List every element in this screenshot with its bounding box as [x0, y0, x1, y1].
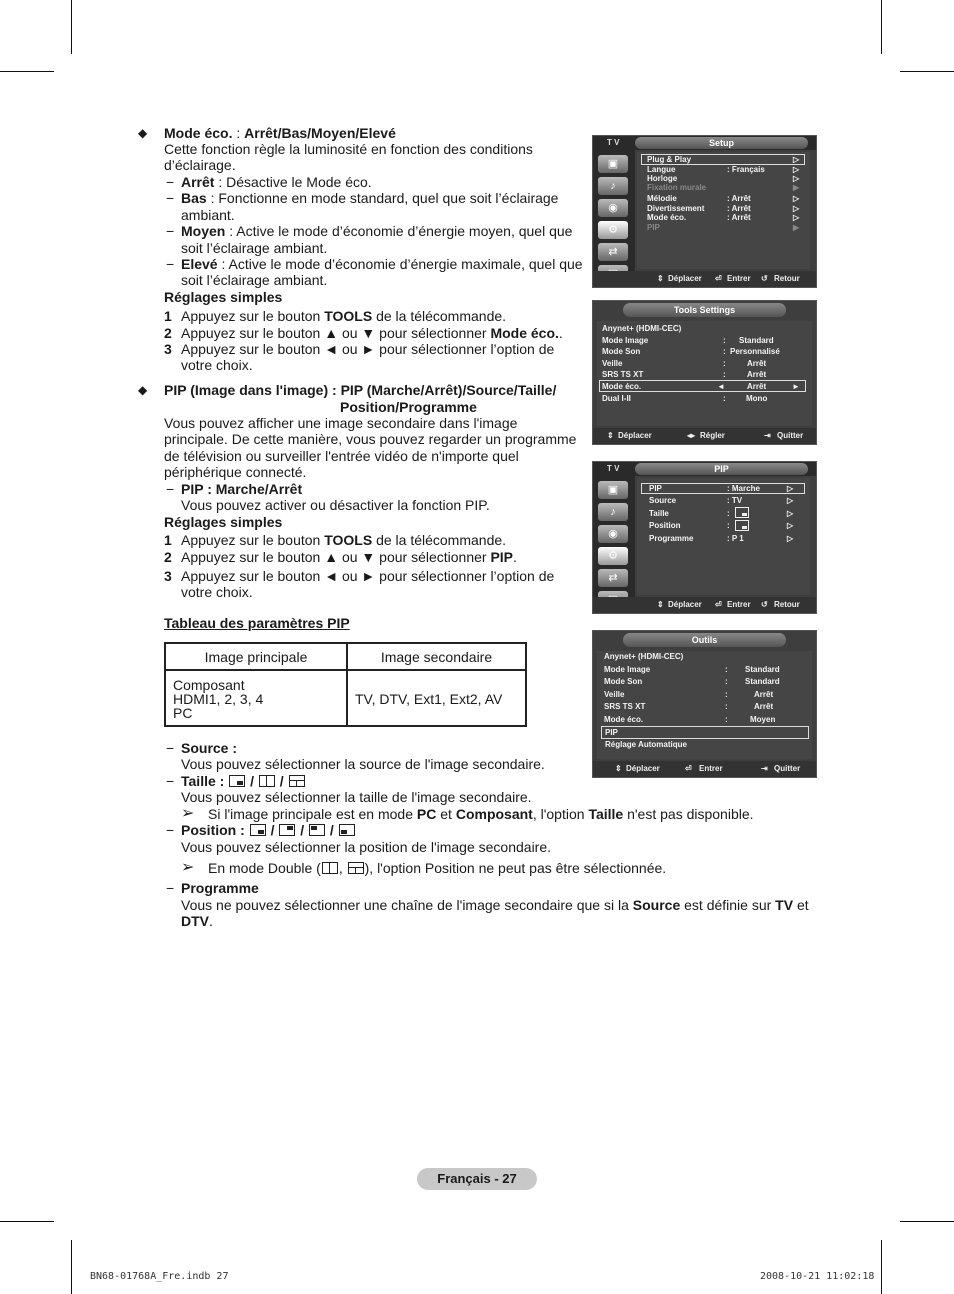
size-small-icon	[229, 775, 245, 787]
osd-row-label[interactable]: Mode éco.	[604, 715, 644, 724]
osd-row-value: : Marche	[727, 484, 760, 493]
step-3-cont: votre choix.	[181, 584, 253, 600]
picture-icon: ▣	[598, 155, 628, 173]
osd-row-value: : Arrêt	[727, 204, 751, 213]
osd-row-value: Arrêt	[747, 359, 767, 368]
osd-row-label[interactable]: Mélodie	[647, 194, 677, 203]
osd-row-value: : TV	[727, 496, 743, 505]
osd-row-value: Arrêt	[747, 370, 767, 379]
osd-row-label[interactable]: Anynet+ (HDMI-CEC)	[604, 652, 684, 661]
osd-row-label[interactable]: Mode Image	[604, 665, 651, 674]
input-icon: ⇄	[598, 569, 628, 587]
step-3: Appuyez sur le bouton ◄ ou ► pour sélectionner l’option de	[181, 568, 555, 584]
chevron-right-icon: ▷	[787, 496, 794, 505]
footer-move: Déplacer	[626, 764, 660, 773]
osd-row-value: Standard	[739, 336, 774, 345]
table-title: Tableau des paramètres PIP	[164, 615, 350, 631]
mode-eco-heading: Mode éco. : Arrêt/Bas/Moyen/Elevé	[164, 125, 396, 141]
enter-icon: ⏎	[715, 600, 722, 609]
osd-title: Setup	[635, 137, 808, 149]
osd-row-value: :	[723, 370, 726, 379]
taille-note: Si l'image principale est en mode PC et Composant, l'option Taille n'est pas disponible.	[208, 806, 754, 822]
mode-eco-title: Mode éco.	[164, 125, 233, 141]
source-title: Source :	[181, 740, 238, 756]
footer-move: Déplacer	[668, 600, 702, 609]
size-double-icon	[322, 862, 338, 874]
osd-main	[637, 152, 810, 269]
osd-row-label[interactable]: Veille	[602, 359, 623, 368]
chevron-right-icon: ▷	[787, 484, 794, 493]
table-cell: PC	[173, 705, 193, 721]
step-2: Appuyez sur le bouton ▲ ou ▼ pour sélectionner PIP.	[181, 549, 517, 565]
osd-tools-screen	[592, 300, 817, 445]
step-1: Appuyez sur le bouton TOOLS de la télécommande.	[181, 532, 507, 548]
channel-icon: ◉	[598, 199, 628, 217]
sound-icon: ♪	[598, 503, 628, 521]
position-bottom-left-icon	[339, 824, 355, 836]
step-1: Appuyez sur le bouton TOOLS de la télécommande.	[181, 308, 507, 324]
footer-quit: Quitter	[777, 431, 804, 440]
triangle-left-icon: ◄	[717, 382, 725, 391]
note-arrow-icon: ➢	[181, 805, 195, 822]
chevron-right-icon: ▷	[793, 174, 800, 183]
osd-row-label[interactable]: Mode éco.	[647, 213, 687, 222]
taille-title: Taille : / /	[181, 773, 306, 790]
position-top-left-icon	[309, 824, 325, 836]
exit-icon: ⇥	[761, 764, 768, 773]
osd-row-value: :	[727, 521, 730, 530]
return-icon: ↺	[761, 600, 768, 609]
eleve-item: Elevé : Active le mode d’économie d’énergie maximale, quel que	[181, 256, 583, 272]
osd-row-value: :	[725, 690, 728, 699]
chevron-right-icon: ▷	[793, 194, 800, 203]
chevron-right-icon: ▷	[793, 213, 800, 222]
footer-enter: Entrer	[727, 600, 751, 609]
osd-outils-screen	[592, 630, 817, 778]
osd-sidebar	[593, 150, 635, 271]
chevron-right-icon: ▶	[793, 223, 800, 232]
osd-row-label[interactable]: Taille	[649, 509, 669, 518]
move-icon: ⇕	[607, 431, 614, 440]
osd-row-value: :	[725, 665, 728, 674]
chevron-right-icon: ▷	[787, 509, 794, 518]
osd-highlight	[601, 726, 809, 739]
osd-row-value: : P 1	[727, 534, 744, 543]
osd-title: Outils	[623, 633, 786, 647]
size-double-wide-icon	[289, 775, 305, 787]
table-cell: TV, DTV, Ext1, Ext2, AV	[355, 691, 503, 707]
chevron-right-icon: ▶	[793, 183, 800, 192]
osd-row-label[interactable]: PIP	[605, 728, 618, 737]
osd-setup-screen	[592, 135, 817, 288]
pip-desc: périphérique connecté.	[164, 464, 307, 480]
pip-table	[164, 642, 527, 727]
chevron-right-icon: ▷	[787, 521, 794, 530]
osd-row-label[interactable]: Dual I-II	[602, 394, 631, 403]
table-cell: Composant	[173, 677, 245, 693]
osd-row-value: : Arrêt	[727, 194, 751, 203]
osd-row-label[interactable]: Langue	[647, 165, 676, 174]
eleve-item-cont: soit l’éclairage ambiant.	[181, 272, 328, 288]
osd-row-label[interactable]: Mode Image	[602, 336, 649, 345]
osd-row-label[interactable]: Programme	[649, 534, 694, 543]
table-header-sub: Image secondaire	[380, 649, 493, 665]
osd-row-value: :	[723, 336, 726, 345]
step-number: 1	[164, 308, 172, 324]
step-number: 3	[164, 341, 172, 357]
mode-eco-desc: Cette fonction règle la luminosité en fonction des conditions	[164, 141, 533, 157]
dash: −	[166, 223, 175, 239]
osd-row-value: Mono	[746, 394, 768, 403]
chevron-right-icon: ▷	[793, 155, 800, 164]
osd-row-value: :	[723, 347, 726, 356]
osd-footer	[593, 428, 816, 444]
footer-enter: Entrer	[699, 764, 723, 773]
picture-icon: ▣	[598, 481, 628, 499]
arret-item: Arrêt : Désactive le Mode éco.	[181, 174, 372, 190]
enter-icon: ⏎	[715, 274, 722, 283]
moyen-item: Moyen : Active le mode d’économie d’énergie moyen, quel que	[181, 223, 573, 239]
osd-row-value: Moyen	[750, 715, 776, 724]
osd-title: Tools Settings	[623, 303, 786, 317]
moyen-item-cont: soit l’éclairage ambiant.	[181, 240, 328, 256]
position-bottom-right-icon	[735, 520, 749, 531]
bullet-diamond-icon: ◆	[138, 126, 148, 140]
osd-row-label[interactable]: Divertissement	[647, 204, 705, 213]
osd-row-value: Standard	[745, 665, 780, 674]
triangle-right-icon: ►	[792, 382, 800, 391]
osd-row-value: : Arrêt	[727, 213, 751, 222]
osd-row-label[interactable]: Horloge	[647, 174, 678, 183]
footer-file-info: BN68-01768A_Fre.indb 27	[90, 1271, 229, 1282]
osd-row-label[interactable]: Veille	[604, 690, 625, 699]
footer-enter: Entrer	[727, 274, 751, 283]
chevron-right-icon: ▷	[787, 534, 794, 543]
osd-row-label[interactable]: PIP	[649, 484, 662, 493]
chevron-right-icon: ▷	[793, 204, 800, 213]
dash: −	[166, 880, 175, 896]
osd-row-label[interactable]: SRS TS XT	[602, 370, 644, 379]
osd-tv-label: T V	[607, 464, 620, 473]
crop-mark	[900, 1221, 954, 1222]
osd-row-label[interactable]: Mode Son	[602, 347, 641, 356]
osd-main	[637, 478, 810, 595]
dash: −	[166, 190, 175, 206]
move-icon: ⇕	[657, 274, 664, 283]
mode-eco-options: Arrêt/Bas/Moyen/Elevé	[244, 125, 396, 141]
programme-title: Programme	[181, 880, 259, 896]
footer-timestamp: 2008-10-21 11:02:18	[760, 1271, 875, 1282]
position-top-right-icon	[279, 824, 295, 836]
pip-desc: Vous pouvez afficher une image secondaire dans l'image	[164, 415, 518, 431]
osd-footer	[593, 597, 816, 613]
step-2: Appuyez sur le bouton ▲ ou ▼ pour sélectionner Mode éco..	[181, 325, 563, 341]
crop-mark	[881, 1240, 882, 1294]
pip-desc: principale. De cette manière, vous pouvez regarder un programme	[164, 431, 577, 447]
step-number: 2	[164, 325, 172, 341]
enter-icon: ⏎	[685, 764, 692, 773]
pip-onoff-title: PIP : Marche/Arrêt	[181, 481, 303, 497]
source-desc: Vous pouvez sélectionner la source de l'image secondaire.	[181, 756, 545, 772]
osd-row-value: : Français	[727, 165, 765, 174]
pip-onoff-desc: Vous pouvez activer ou désactiver la fonction PIP.	[181, 497, 490, 513]
bullet-diamond-icon: ◆	[138, 383, 148, 397]
osd-main	[597, 321, 812, 426]
pip-desc: de télévision ou surveiller l'entrée vidéo de n'importe quel	[164, 448, 519, 464]
chevron-right-icon: ▷	[793, 165, 800, 174]
input-icon: ⇄	[598, 243, 628, 261]
osd-row-label: PIP	[647, 223, 660, 232]
programme-desc: Vous ne pouvez sélectionner une chaîne de l'image secondaire que si la Source est définie sur TV et	[181, 897, 809, 913]
osd-row-value: :	[723, 359, 726, 368]
osd-pip-screen	[592, 461, 817, 614]
pip-heading: PIP (Image dans l'image) : PIP (Marche/Arrêt)/Source/Taille/	[164, 382, 557, 398]
osd-row-value: :	[725, 677, 728, 686]
table-cell: HDMI1, 2, 3, 4	[173, 691, 264, 707]
return-icon: ↺	[761, 274, 768, 283]
osd-row-value: Arrêt	[754, 702, 774, 711]
crop-mark	[71, 1240, 72, 1294]
footer-adjust: Régler	[700, 431, 725, 440]
osd-row-label[interactable]: Mode Son	[604, 677, 643, 686]
osd-row-value: Arrêt	[754, 690, 774, 699]
osd-row-label[interactable]: Source	[649, 496, 677, 505]
osd-row-value: Standard	[745, 677, 780, 686]
step-3: Appuyez sur le bouton ◄ ou ► pour sélectionner l’option de	[181, 341, 555, 357]
osd-tv-label: T V	[607, 138, 620, 147]
setup-icon: ⚙	[598, 221, 628, 239]
page-number: Français - 27	[417, 1168, 537, 1190]
size-double-wide-icon	[348, 862, 364, 874]
crop-mark	[71, 0, 72, 54]
note-arrow-icon: ➢	[181, 859, 195, 876]
crop-mark	[900, 71, 954, 72]
exit-icon: ⇥	[764, 431, 771, 440]
osd-row-label[interactable]: Plug & Play	[647, 155, 692, 164]
osd-row-label[interactable]: Réglage Automatique	[605, 740, 687, 749]
position-desc: Vous pouvez sélectionner la position de l'image secondaire.	[181, 839, 552, 855]
bas-item-cont: ambiant.	[181, 207, 235, 223]
osd-row-value: :	[725, 715, 728, 724]
position-bottom-right-icon	[250, 824, 266, 836]
crop-mark	[0, 71, 54, 72]
crop-mark	[881, 0, 882, 54]
pip-heading-cont: Position/Programme	[340, 399, 477, 415]
osd-main	[597, 651, 812, 759]
table-header-main: Image principale	[204, 649, 308, 665]
osd-row-label[interactable]: Mode éco.	[602, 382, 642, 391]
dash: −	[166, 822, 175, 838]
osd-row-value: :	[727, 509, 730, 518]
dash: −	[166, 773, 175, 789]
osd-title: PIP	[635, 463, 808, 475]
channel-icon: ◉	[598, 525, 628, 543]
osd-row-value: :	[723, 394, 726, 403]
position-title: Position : / / /	[181, 822, 356, 839]
mode-eco-desc: d’éclairage.	[164, 157, 236, 173]
step-3-cont: votre choix.	[181, 357, 253, 373]
osd-footer	[593, 271, 816, 287]
move-icon: ⇕	[657, 600, 664, 609]
osd-row-label[interactable]: Position	[649, 521, 681, 530]
bas-item: Bas : Fonctionne en mode standard, quel que soit l’éclairage	[181, 190, 559, 206]
footer-move: Déplacer	[668, 274, 702, 283]
adjust-icon: ◂▸	[687, 431, 696, 440]
dash: −	[166, 481, 175, 497]
taille-desc: Vous pouvez sélectionner la taille de l'image secondaire.	[181, 789, 532, 805]
position-note: En mode Double ( , ), l'option Position ne peut pas être sélectionnée.	[208, 860, 667, 876]
step-number: 1	[164, 532, 172, 548]
size-double-icon	[259, 775, 275, 787]
step-number: 2	[164, 549, 172, 565]
dash: −	[166, 174, 175, 190]
osd-row-value: Arrêt	[747, 382, 767, 391]
osd-row-label: Fixation murale	[647, 183, 707, 192]
footer-return: Retour	[774, 600, 800, 609]
osd-footer	[593, 761, 816, 777]
osd-row-value: :	[725, 702, 728, 711]
reglages-heading: Réglages simples	[164, 289, 283, 305]
footer-return: Retour	[774, 274, 800, 283]
osd-row-label[interactable]: SRS TS XT	[604, 702, 646, 711]
size-small-icon	[735, 507, 749, 518]
sound-icon: ♪	[598, 177, 628, 195]
move-icon: ⇕	[615, 764, 622, 773]
step-number: 3	[164, 568, 172, 584]
dash: −	[166, 256, 175, 272]
osd-row-value: Personnalisé	[730, 347, 780, 356]
osd-row-label[interactable]: Anynet+ (HDMI-CEC)	[602, 324, 682, 333]
osd-highlight	[641, 483, 805, 494]
footer-quit: Quitter	[774, 764, 801, 773]
osd-sidebar	[593, 476, 635, 597]
setup-icon: ⚙	[598, 547, 628, 565]
footer-move: Déplacer	[618, 431, 652, 440]
crop-mark	[0, 1221, 54, 1222]
dash: −	[166, 740, 175, 756]
reglages-heading: Réglages simples	[164, 514, 283, 530]
programme-desc-cont: DTV.	[181, 913, 213, 929]
